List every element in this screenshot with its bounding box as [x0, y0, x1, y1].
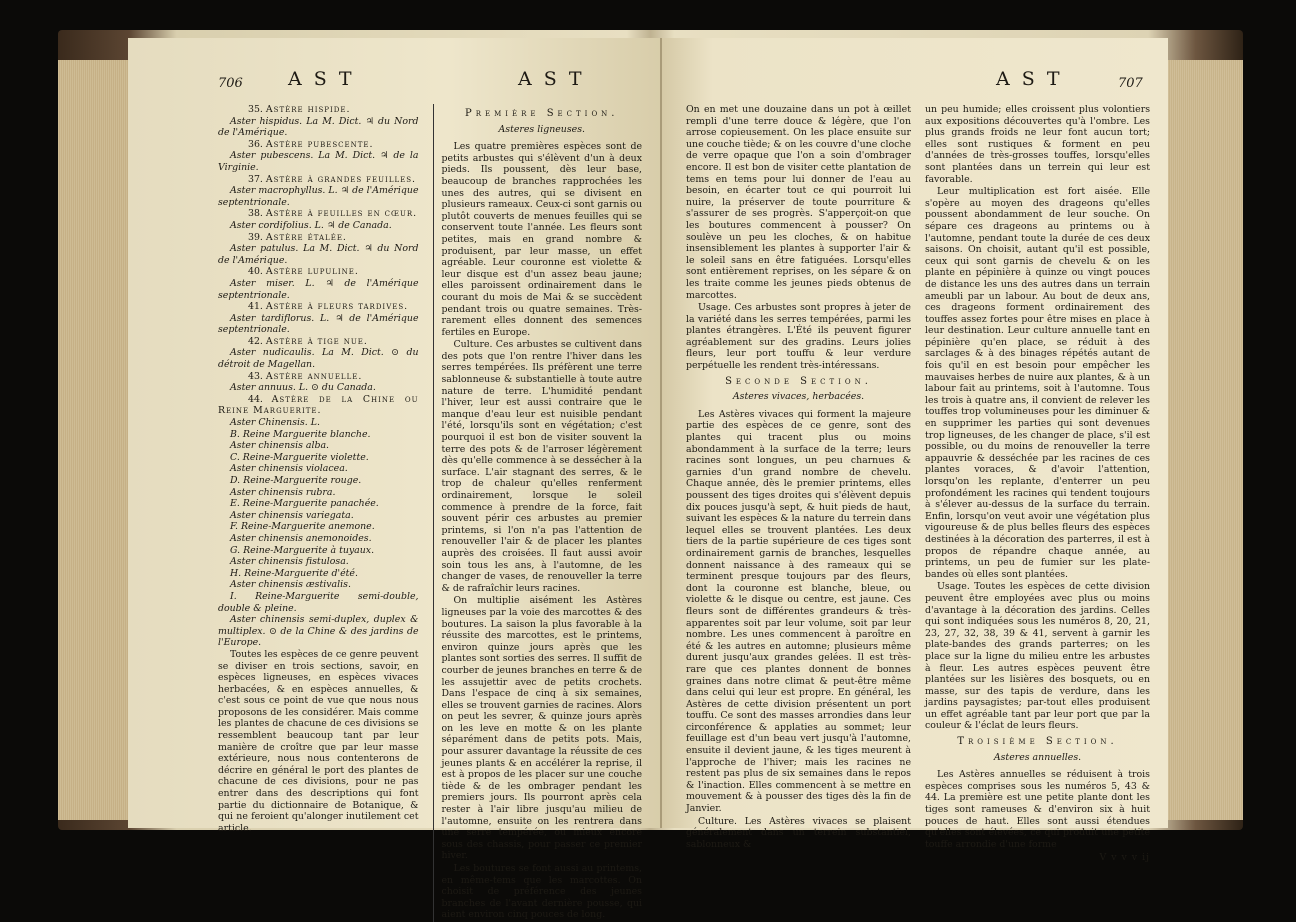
species-name: Aster chinensis variegata.	[230, 509, 354, 521]
section-subheading: Asteres annuelles.	[993, 751, 1082, 763]
page-number: 707	[1118, 76, 1143, 91]
species-entry	[218, 208, 419, 220]
page-edges-right	[1168, 60, 1243, 820]
left-column-1	[218, 104, 419, 922]
species-name: Aster annuus. L. ⊙ du Canada.	[230, 382, 376, 394]
page-edges-left	[58, 60, 128, 820]
entry-number: 39.	[248, 231, 263, 243]
species-name: Aster pubescens. La M. Dict. ♃ de la Virginie.	[218, 150, 419, 173]
species-name: Aster cordifolius. L. ♃ de Canada.	[230, 219, 392, 231]
paragraph: Les Astères vivaces qui forment la majeure partie des espèces de ce genre, sont des plantes qui tracent plus ou moins abondamment à la surface de la terre; leurs racines sont longues, un peu charnues & garnies d'un grand nombre de chevelu. Chaque année, dès le premier printems, elles poussent des tiges droites qui s'élèvent depuis dix pouces jusqu'à sept, & huit pieds de haut, suivant les espèces & la nature du terrein dans lequel elles se trouvent plantées. Les deux tiers de la partie supérieure de ces tiges sont ordinairement garnis de branches, lesquelles donnent naissance à des rameaux qui se terminent presque toujours par des fleurs, dont la couronne est blanche, bleue, ou violette & le disque ou centre, est jaune. Ces fleurs sont de différentes grandeurs & très-apparentes soit par leur volume, soit par leur nombre. Les unes commencent à paroître en été & les autres en automne; plusieurs même durent jusqu'aux grandes gelées. Il est très-rare que ces plantes donnent de bonnes graines dans notre climat & peut-être même dans celui qui leur est propre. En général, les Astères de cette division présentent un port touffu. Ce sont des masses arrondies dans leur circonférence & applaties au sommet; leur feuillage est d'un beau vert jusqu'à l'automne, ensuite il devient jaune, & les tiges meurent à l'approche de l'hiver; mais les racines ne restent pas plus de six semaines dans le repos & l'inaction. Elles commencent à se mettre en mouvement & à pousser des tiges dès la fin de Janvier.	[686, 408, 911, 815]
paragraph: Les quatre premières espèces sont de petits arbustes qui s'élèvent d'un à deux pieds. Ils poussent, dès leur base, beaucoup de branches rapprochées les unes des autres, qui se divisent en plusieurs rameaux. Ceux-ci sont garnis ou plutôt couverts de menues feuilles qui se conservent toute l'année. Les fleurs sont petites, mais en grand nombre & produisent, par leur masse, un effet agréable. Leur couronne est violette & leur disque est d'un assez beau jaune; elles paroissent ordinairement dans le courant du mois de Mai & se succèdent pendant trois ou quatre semaines. Très-rarement elles donnent des semences fertiles en Europe.	[441, 141, 642, 338]
species-name: Aster chinensis alba.	[230, 440, 330, 452]
paragraph: Toutes les espèces de ce genre peuvent se diviser en trois sections, savoir, en espèces ligneuses, en espèces vivaces herbacées, & en espèces annuelles, & c'est sous ce point de vue que nous nous proposons de les considérer. Mais comme les plantes de chacune de ces divisions se ressemblent beaucoup tant par leur manière de croître que par leur masse extérieure, nous nous contenterons de décrire en général le port des plantes de chacune de ces divisions, pour ne pas entrer dans des descriptions qui font partie du dictionnaire de Botanique, & qui ne feroient qu'alonger inutilement cet article.	[218, 648, 419, 834]
species-entry	[218, 139, 419, 151]
species-name: Aster chinensis rubra.	[230, 486, 336, 498]
species-name: Aster tardiflorus. L. ♃ de l'Amérique septentrionale.	[218, 312, 419, 336]
entry-number: 37.	[248, 173, 263, 185]
entry-number: 42.	[248, 335, 263, 347]
species-name: D. Reine-Marguerite rouge.	[230, 475, 362, 486]
paragraph: un peu humide; elles croissent plus volontiers aux expositions découvertes qu'à l'ombre. Les plus grands froids ne leur font aucun tort; elles sont rustiques & forment en peu d'années de très-grosses touffes, lorsqu'elles sont plantées dans un terrein qui leur est favorable.	[925, 104, 1150, 185]
species-name: Aster chinensis violacea.	[230, 463, 348, 475]
paragraph: Les boutures se font aussi au printems, en même-tems que les marcottes. On choisit de préférence des jeunes branches de l'avant dernière pousse, qui aient environ cinq pouces de long.	[441, 863, 642, 921]
species-entry	[218, 104, 419, 116]
section-subheading: Asteres vivaces, herbacées.	[732, 391, 865, 403]
paragraph: Les Astères annuelles se réduisent à trois espèces comprises sous les numéros 5, 43 & 44. La première est une petite plante dont les tiges sont rameuses & d'environ six à huit pouces de haut. Elles sont aussi étendues qu'elles sont élevées, ce qui produit une petite touffe arrondie d'une forme	[925, 769, 1150, 850]
section-heading: Première Section.	[464, 108, 619, 119]
entry-number: 35.	[248, 104, 263, 115]
left-column-2	[433, 104, 643, 922]
entry-name: Astère à feuilles en cœur.	[265, 208, 418, 220]
species-name: Aster hispidus. La M. Dict. ♃ du Nord de l'Amérique.	[218, 115, 419, 139]
running-head: A S T	[996, 68, 1063, 90]
species-entry	[218, 394, 419, 417]
entry-name: Astère hispide.	[265, 104, 351, 115]
paragraph: Culture. Les Astères vivaces se plaisent généralement dans un terrein substantiel, sablonneux &	[686, 815, 911, 850]
species-name: Aster chinensis anemonoides.	[230, 532, 372, 544]
running-head: A S T	[288, 68, 355, 90]
species-name: G. Reine-Marguerite à tuyaux.	[230, 544, 375, 556]
paragraph: On multiplie aisément les Astères ligneuses par la voie des marcottes & des boutures. La saison la plus favorable à la réussite des marcottes, est le printems, environ quinze jours après que les plantes sont sorties des serres. Il suffit de courber de jeunes branches en terre & de les assujettir avec de petits crochets. Dans l'espace de cinq à six semaines, elles se trouvent garnies de racines. Alors on peut les sevrer, & quinze jours après on les leve en motte & on les plante séparément dans de petits pots. Mais, pour assurer davantage la réussite de ces jeunes plants & en accélérer la reprise, il est à propos de les placer sur une couche tiède & de les ombrager pendant les premiers jours. Ils pourront après cela rester à l'air libre jusqu'au milieu de l'automne, ensuite on les rentrera dans une serre tempérée, ou mieux encore sous des chassis, pour passer ce premier hiver.	[441, 595, 642, 862]
species-name: B. Reine Marguerite blanche.	[230, 428, 371, 440]
species-entry	[218, 336, 419, 348]
species-name: Aster chinensis æstivalis.	[230, 579, 351, 591]
species-name: Aster macrophyllus. L. ♃ de l'Amérique septentrionale.	[218, 185, 419, 208]
species-name: C. Reine-Marguerite violette.	[230, 451, 369, 463]
running-head: A S T	[518, 68, 585, 90]
species-entry	[218, 371, 419, 383]
paragraph: On en met une douzaine dans un pot à œillet rempli d'une terre douce & légère, que l'on arrose copieusement. On les place ensuite sur une couche tiède; & on les couvre d'une cloche de verre opaque que l'on a soin d'ombrager encore. Il est bon de visiter cette plantation de tems en tems pour lui donner de l'eau au besoin, en écarter tout ce qui pourroit lui nuire, la préserver de toute pourriture & s'assurer de ses progrès. S'apperçoit-on que les boutures commencent à pousser? On soulève un peu les cloches, & on habitue insensiblement les plantes à supporter l'air & le soleil sans en être fatiguées. Lorsqu'elles sont entièrement reprises, on les sépare & on les traite comme les jeunes pieds obtenus de marcottes.	[686, 104, 911, 301]
entry-number: 36.	[248, 138, 263, 150]
species-name: E. Reine-Marguerite panachée.	[230, 498, 379, 510]
entry-number: 41.	[248, 301, 263, 313]
species-name: Aster miser. L. ♃ de l'Amérique septentrionale.	[218, 277, 419, 301]
left-page-header	[218, 68, 642, 104]
paragraph: Usage. Ces arbustes sont propres à jeter de la variété dans les serres tempérées, parmi les plantes étrangères. L'Été ils peuvent figurer agréablement sur des gradins. Leurs jolies fleurs, leur port touffu & leur verdure perpétuelle les rendent très-intéressans.	[686, 302, 911, 372]
right-column-2	[925, 104, 1150, 865]
entry-name: Astère à grandes feuilles.	[265, 173, 417, 185]
entry-name: Astère annuelle.	[265, 370, 363, 382]
entry-number: 43.	[248, 370, 263, 382]
right-page	[662, 38, 1168, 864]
entry-name: Astère à fleurs tardives.	[265, 301, 409, 313]
entry-name: Astère étalée.	[265, 231, 347, 243]
species-entry	[218, 266, 419, 278]
right-page-header	[686, 68, 1156, 104]
species-name: H. Reine-Marguerite d'été.	[230, 567, 358, 579]
species-name: Aster nudicaulis. La M. Dict. ⊙ du détroit de Magellan.	[218, 347, 419, 371]
species-entry	[218, 301, 419, 313]
right-column-1	[686, 104, 911, 865]
species-entry	[218, 174, 419, 186]
species-name: F. Reine-Marguerite anemone.	[230, 521, 375, 533]
entry-number: 44.	[248, 393, 263, 405]
signature-mark: V v v v ij	[1099, 852, 1150, 864]
entry-name: Astère à tige nue.	[265, 335, 368, 347]
species-name: Aster Chinensis. L.	[230, 417, 320, 429]
paragraph: Culture. Ces arbustes se cultivent dans des pots que l'on rentre l'hiver dans les serres tempérées. Ils préfèrent une terre sablonneuse & substantielle à toute autre nature de terre. L'humidité pendant l'hiver, leur est aussi contraire que le manque d'eau leur est nuisible pendant l'été, lorsqu'ils sont en végétation; c'est pourquoi il est bon de visiter souvent la terre des pots & de l'arroser légèrement dès qu'elle commence à se dessécher à la surface. L'air stagnant des serres, & le trop de chaleur qu'elles renferment ordinairement, lorsque le soleil commence à prendre de la force, fait souvent périr ces arbustes au premier printems, si l'on n'a pas l'attention de renouveller l'air & de placer les plantes auprès des croisées. Il faut aussi avoir soin tous les ans, à l'automne, de les changer de vases, de renouveller la terre & de rafraîchir leurs racines.	[441, 339, 642, 594]
species-name: Aster chinensis fistulosa.	[230, 556, 349, 568]
section-subheading: Asteres ligneuses.	[498, 123, 585, 135]
section-heading: Seconde Section.	[725, 375, 872, 387]
left-page	[128, 38, 662, 921]
species-name: Aster chinensis semi-duplex, duplex & multiplex. ⊙ de la Chine & des jardins de l'Europe.	[218, 614, 419, 649]
entry-name: Astère pubescente.	[265, 138, 374, 150]
paragraph: Leur multiplication est fort aisée. Elle s'opère au moyen des drageons qu'elles poussent abondamment de leur souche. On sépare ces drageons au printems ou à l'automne, pendant toute la durée de ces deux saisons. On choisit, autant qu'il est possible, ceux qui sont garnis de chevelu & on les plante en pépinière à quinze ou vingt pouces de distance les uns des autres dans un terrain ameubli par un labour. Au bout de deux ans, ces drageons forment ordinairement des touffes assez fortes pour être mises en place à leur destination. Leur culture annuelle tant en pépinière qu'en place, se réduit à des sarclages & à des binages répétés autant de fois qu'il en est besoin pour empêcher les mauvaises herbes de nuire aux plantes, & à un labour fait au printems, soit à l'automne. Tous les trois à quatre ans, il convient de relever les touffes trop volumineuses pour les diminuer & en supprimer les parties qui sont devenues trop ligneuses, de les changer de place, s'il est possible, ou du moins de renouveller la terre appauvrie & desséchée par les racines de ces plantes voraces, & d'avoir l'attention, lorsqu'on les replante, d'enterrer un peu profondément les racines qui tendent toujours à s'élever au-dessus de la surface du terrain. Enfin, lorsqu'on veut avoir une végétation plus vigoureuse & de plus belles fleurs des espèces destinées à la décoration des parterres, il est à propos de répandre chaque année, au printems, un peu de fumier sur les plate-bandes où elles sont plantées.	[925, 186, 1150, 580]
section-heading: Troisième Section.	[957, 736, 1118, 748]
entry-name: Astère lupuline.	[265, 266, 359, 278]
paragraph: Usage. Toutes les espèces de cette division peuvent être employées avec plus ou moins d'avantage à la décoration des jardins. Celles qui sont indiquées sous les numéros 8, 20, 21, 23, 27, 32, 38, 39 & 41, servent à garnir les plate-bandes des grands parterres; on les place sur la ligne du milieu entre les arbustes à fleur. Les autres espèces peuvent être plantées sur les lisières des bosquets, ou en masse, sur des tapis de verdure, dans les jardins paysagistes; par-tout elles produisent un effet agréable tant par leur port que par la couleur & l'éclat de leurs fleurs.	[925, 581, 1150, 732]
entry-number: 38.	[248, 208, 263, 220]
species-name: I. Reine-Marguerite semi-double, double & pleine.	[218, 590, 419, 614]
entry-number: 40.	[248, 266, 263, 278]
species-entry	[218, 232, 419, 244]
species-name: Aster patulus. La M. Dict. ♃ du Nord de l'Amérique.	[218, 243, 419, 266]
page-number: 706	[218, 76, 243, 91]
entry-name: Astère de la Chine ou Reine Marguerite.	[218, 393, 419, 417]
